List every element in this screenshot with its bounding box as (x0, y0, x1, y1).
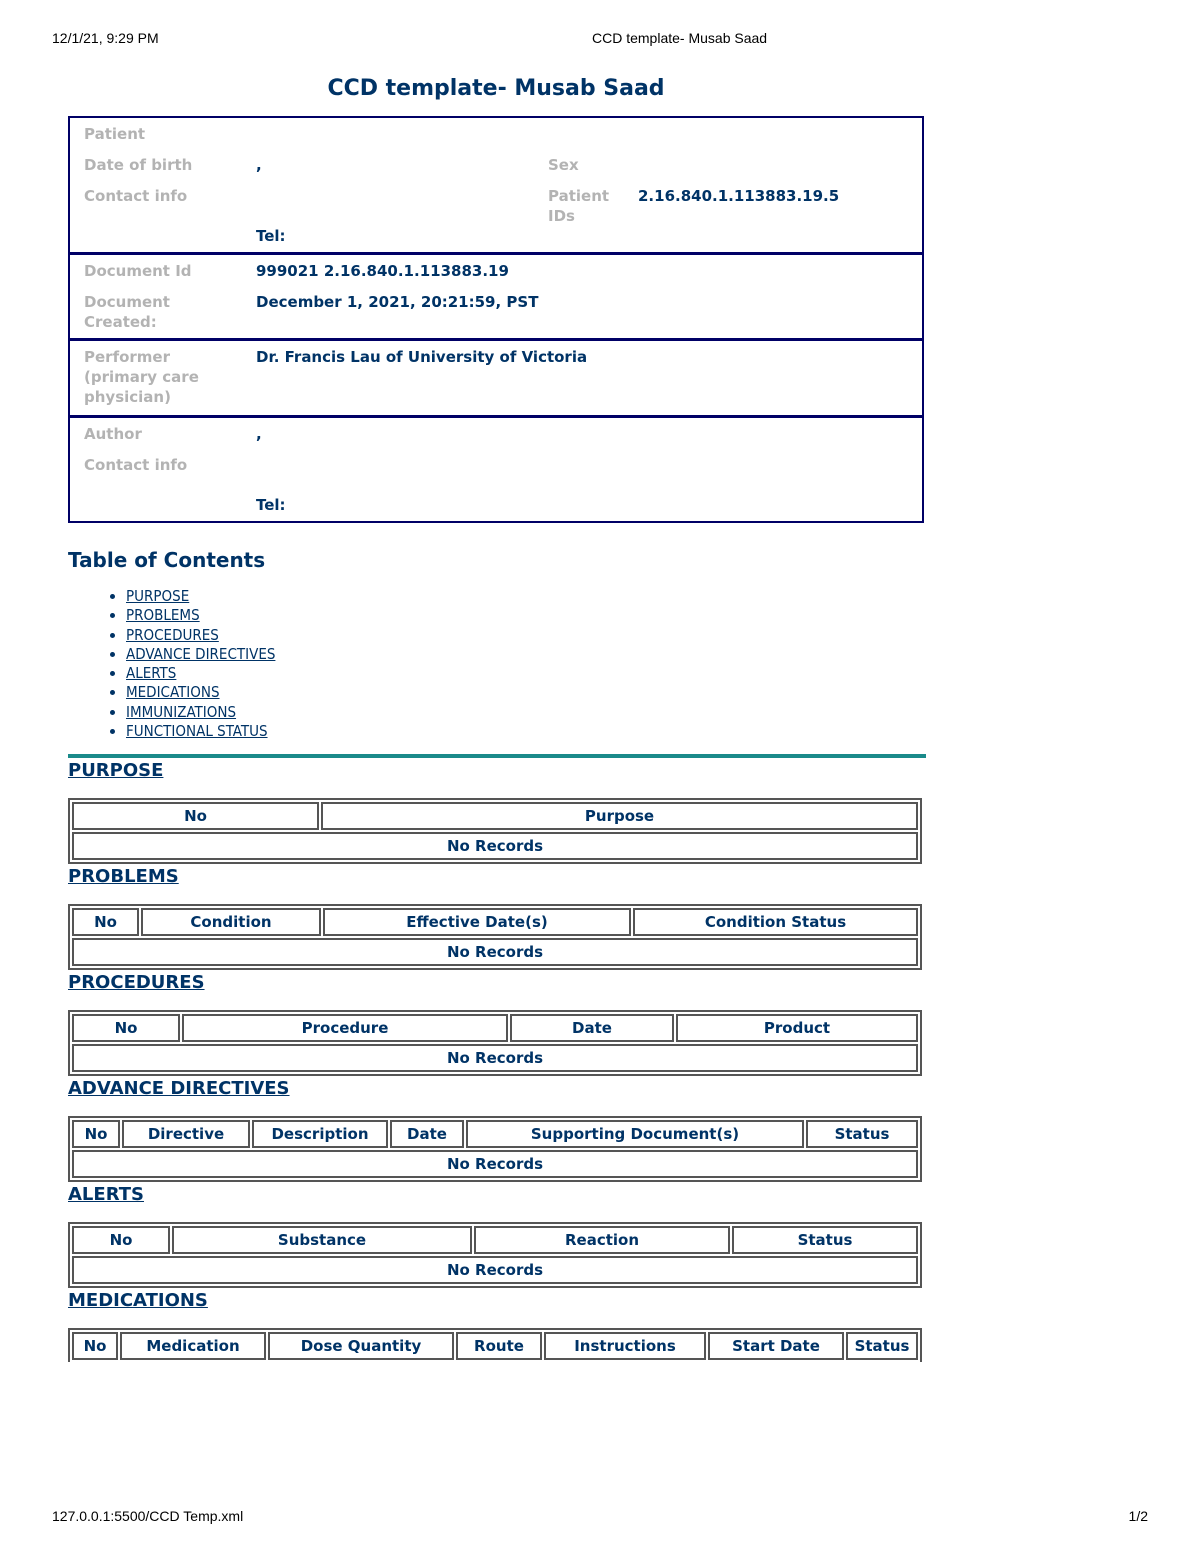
toc-link-advance-directives[interactable]: ADVANCE DIRECTIVES (126, 644, 276, 663)
print-datetime: 12/1/21, 9:29 PM (52, 30, 159, 46)
advance-col-description: Description (252, 1120, 388, 1148)
toc-item (126, 587, 924, 606)
advance-col-directive: Directive (122, 1120, 250, 1148)
procedures-col-product: Product (676, 1014, 918, 1042)
problems-table (68, 904, 922, 970)
purpose-heading[interactable]: PURPOSE (68, 760, 164, 782)
problems-heading[interactable]: PROBLEMS (68, 866, 179, 888)
alerts-col-substance: Substance (172, 1226, 472, 1254)
dob-label: Date of birth (84, 156, 193, 174)
patient-contact-value (256, 186, 548, 226)
patient-section (70, 118, 922, 255)
advance-col-date: Date (390, 1120, 464, 1148)
medications-heading[interactable]: MEDICATIONS (68, 1290, 208, 1312)
toc-item (126, 645, 924, 664)
toc-item (126, 683, 924, 702)
alerts-heading[interactable]: ALERTS (68, 1184, 144, 1206)
performer-label: Performer (primary care physician) (84, 348, 199, 406)
toc-title: Table of Contents (68, 548, 266, 572)
alerts-col-status: Status (732, 1226, 918, 1254)
medications-table (68, 1328, 922, 1362)
document-title: CCD template- Musab Saad (327, 76, 665, 101)
toc-item (126, 626, 924, 645)
author-value: , (256, 425, 262, 443)
print-header (52, 30, 1148, 48)
procedures-col-procedure: Procedure (182, 1014, 508, 1042)
toc-item (126, 703, 924, 722)
print-page-title: CCD template- Musab Saad (592, 30, 768, 46)
document-content (68, 72, 924, 1362)
document-created-value: December 1, 2021, 20:21:59, PST (256, 293, 539, 311)
purpose-no-records: No Records (72, 832, 918, 860)
advance-no-records: No Records (72, 1150, 918, 1178)
problems-col-effective-dates: Effective Date(s) (323, 908, 631, 936)
document-id-value: 999021 2.16.840.1.113883.19 (256, 262, 509, 280)
patient-ids-label: Patient IDs (548, 187, 610, 225)
problems-col-condition: Condition (141, 908, 321, 936)
patient-contact-label: Contact info (84, 187, 188, 205)
alerts-col-reaction: Reaction (474, 1226, 730, 1254)
toc-link-functional-status[interactable]: FUNCTIONAL STATUS (126, 722, 268, 741)
medications-col-status: Status (846, 1332, 918, 1360)
toc-item (126, 664, 924, 683)
problems-col-no: No (72, 908, 139, 936)
advance-directives-table (68, 1116, 922, 1182)
advance-col-supporting-documents: Supporting Document(s) (466, 1120, 804, 1148)
print-footer (52, 1508, 1148, 1526)
medications-col-instructions: Instructions (544, 1332, 706, 1360)
purpose-col-purpose: Purpose (321, 802, 918, 830)
advance-col-status: Status (806, 1120, 918, 1148)
sex-value (638, 155, 908, 186)
print-page-number: 1/2 (1128, 1508, 1148, 1524)
medications-col-medication: Medication (120, 1332, 266, 1360)
medications-col-start-date: Start Date (708, 1332, 844, 1360)
toc-link-problems[interactable]: PROBLEMS (126, 606, 200, 625)
medications-col-no: No (72, 1332, 118, 1360)
alerts-no-records: No Records (72, 1256, 918, 1284)
author-contact-label: Contact info (84, 456, 188, 474)
advance-col-no: No (72, 1120, 120, 1148)
performer-value: Dr. Francis Lau of University of Victoria (256, 348, 588, 366)
medications-col-dose-quantity: Dose Quantity (268, 1332, 454, 1360)
toc-link-medications[interactable]: MEDICATIONS (126, 683, 220, 702)
procedures-heading[interactable]: PROCEDURES (68, 972, 205, 994)
patient-tel: Tel: (256, 227, 286, 245)
sex-label: Sex (548, 156, 579, 174)
problems-col-condition-status: Condition Status (633, 908, 918, 936)
procedures-table (68, 1010, 922, 1076)
document-id-label: Document Id (84, 262, 192, 280)
toc-item (126, 722, 924, 741)
performer-section (70, 341, 922, 418)
toc-link-procedures[interactable]: PROCEDURES (126, 625, 219, 644)
document-section (70, 255, 922, 341)
purpose-col-no: No (72, 802, 319, 830)
author-tel: Tel: (256, 496, 286, 514)
author-section (70, 418, 922, 521)
procedures-col-no: No (72, 1014, 180, 1042)
dob-value: , (256, 156, 262, 174)
toc-link-purpose[interactable]: PURPOSE (126, 587, 190, 605)
patient-label: Patient (84, 125, 146, 143)
toc-link-alerts[interactable]: ALERTS (126, 664, 177, 683)
procedures-no-records: No Records (72, 1044, 918, 1072)
problems-no-records: No Records (72, 938, 918, 966)
procedures-col-date: Date (510, 1014, 674, 1042)
toc-list (68, 587, 924, 741)
alerts-col-no: No (72, 1226, 170, 1254)
advance-directives-heading[interactable]: ADVANCE DIRECTIVES (68, 1078, 290, 1100)
medications-col-route: Route (456, 1332, 542, 1360)
print-url: 127.0.0.1:5500/CCD Temp.xml (52, 1508, 244, 1524)
toc-item (126, 606, 924, 625)
document-created-label: Document Created: (84, 293, 170, 331)
toc-link-immunizations[interactable]: IMMUNIZATIONS (126, 702, 237, 721)
purpose-table (68, 798, 922, 864)
header-box (68, 116, 924, 523)
patient-ids-value: 2.16.840.1.113883.19.5 (638, 187, 840, 205)
alerts-table (68, 1222, 922, 1288)
author-label: Author (84, 425, 142, 443)
